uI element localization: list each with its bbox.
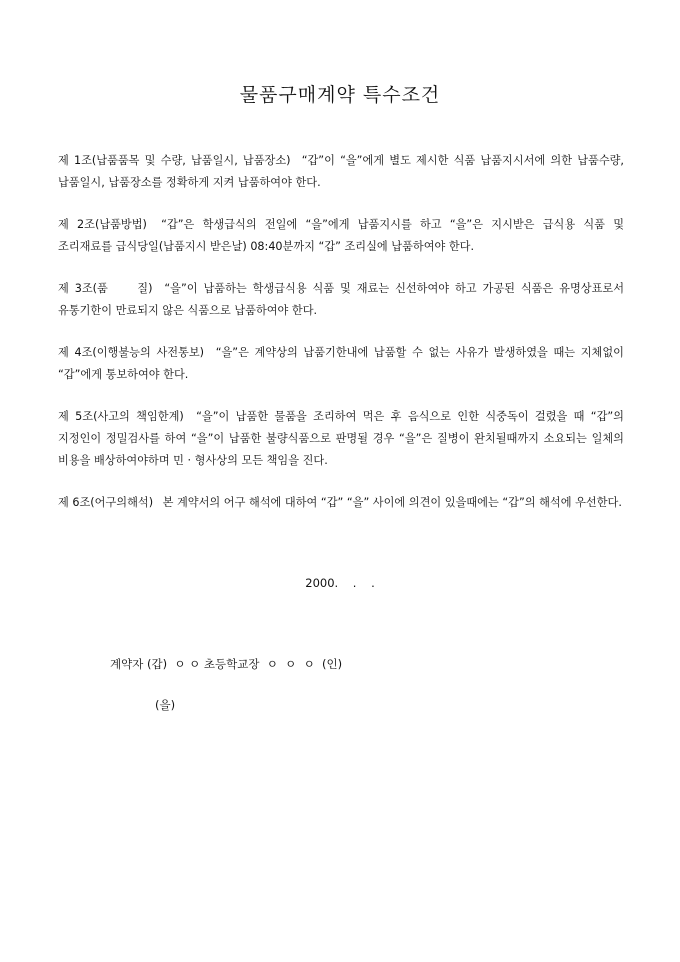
contract-date: 2000. . .	[305, 576, 375, 590]
article-text: “을”은 계약상의 납품기한내에 납품할 수 없는 사유가 발생하였을 때는 지체없이 “갑”에게 통보하여야 한다.	[58, 346, 624, 381]
article-5	[58, 406, 624, 472]
article-6	[58, 492, 624, 514]
article-heading: 제 3조(품 질)	[58, 282, 153, 295]
article-text: “을”이 납품하는 학생급식용 식품 및 재료는 신선하여야 하고 가공된 식품은 유명상표로서 유통기한이 만료되지 않은 식품으로 납품하여야 한다.	[58, 282, 624, 317]
article-1	[58, 150, 624, 194]
article-text: “을”이 납품한 물품을 조리하여 먹은 후 음식으로 인한 식중독이 걸렸을 때 “갑”의 지정인이 정밀검사를 하여 “을”이 납품한 불량식품으로 판명될 경우 “을”은 질병이 완치될때까지 소요되는 일체의 비용을 배상하여야하며 민 · 형사상의 모든 책임을 진다.	[58, 410, 624, 467]
article-4	[58, 342, 624, 386]
signature-party-a: 계약자 (갑) ㅇ ㅇ 초등학교장 ㅇ ㅇ ㅇ (인)	[110, 657, 343, 671]
article-list	[58, 150, 624, 534]
article-heading: 제 2조(납품방법)	[58, 218, 147, 231]
article-2	[58, 214, 624, 258]
article-heading: 제 4조(이행불능의 사전통보)	[58, 346, 205, 359]
signature-party-b: (을)	[155, 698, 176, 712]
article-text: “갑”은 학생급식의 전일에 “을”에게 납품지시를 하고 “을”은 지시받은 급식용 식품 및 조리재료를 급식당일(납품지시 받은날) 08:40분까지 “갑” 조리실에 납품하여야 한다.	[58, 218, 625, 253]
article-heading: 제 5조(사고의 책임한계)	[58, 410, 184, 423]
document-title: 물품구매계약 특수조건	[239, 84, 441, 106]
article-3	[58, 278, 624, 322]
article-text: “갑”이 “을”에게 별도 제시한 식품 납품지시서에 의한 납품수량, 납품일시, 납품장소를 정확하게 지켜 납품하여야 한다.	[58, 154, 624, 189]
article-text: 본 계약서의 어구 해석에 대하여 “갑” “을” 사이에 의견이 있을때에는 “갑”의 해석에 우선한다.	[162, 496, 622, 509]
article-heading: 제 1조(납품품목 및 수량, 납품일시, 납품장소)	[58, 154, 291, 167]
article-heading: 제 6조(어구의해석)	[58, 496, 154, 509]
